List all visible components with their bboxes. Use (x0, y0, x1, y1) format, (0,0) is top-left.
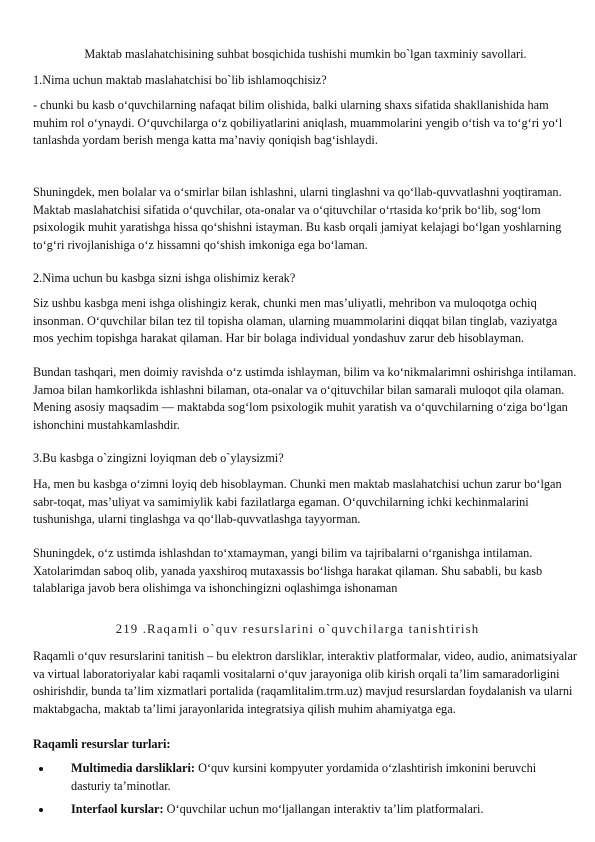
list-item-text: O‘quv kursini kompyuter yordamida o‘zlashtirish imkonini beruvchi dasturiy ta’minotlar. (71, 761, 537, 793)
answer-1-paragraph-1: - chunki bu kasb o‘quvchilarning nafaqat bilim olishida, balki ularning shaxs sifatida shakllanishida ham muhim rol o‘ynaydi. O‘quvchilarga o‘z qobiliyatlarini aniqlash, muammolarini yengib o‘tish va to‘g‘ri yo‘l tanlashda yordam berish menga katta ma’naviy qoniqish bag‘ishlaydi. (33, 98, 563, 148)
list-item-term: Interfaol kurslar: (71, 802, 164, 817)
list-item-text: O‘quvchilar uchun mo‘ljallangan interaktiv ta’lim platformalari. (163, 802, 484, 817)
bullet-icon (39, 808, 43, 812)
answer-2-paragraph-2: Bundan tashqari, men doimiy ravishda o‘z ustimda ishlayman, bilim va ko‘nikmalarimni oshirishga intilaman. Jamoa bilan hamkorlikda ishlashni bilaman, ota-onalar va o‘qituvchilar bilan samarali muloqot qila olaman. Mening asosiy maqsadim — maktabda sog‘lom psixologik muhit yaratish va o‘quvchilarning o‘ziga bo‘lgan ishonchini mustahkamlashdir. (33, 365, 577, 432)
bullet-icon (39, 767, 43, 771)
answer-3-paragraph-1: Ha, men bu kasbga o‘zimni loyiq deb hisoblayman. Chunki men maktab maslahatchisi uchun zarur bo‘lgan sabr-toqat, mas’uliyat va samimiylik kabi fazilatlarga egaman. O‘quvchilarning ichki kechinmalarini tushunishga, ularni tinglashga va qo‘llab-quvvatlashga tayyorman. (33, 477, 562, 527)
answer-1-paragraph-2: Shuningdek, men bolalar va o‘smirlar bilan ishlashni, ularni tinglashni va qo‘llab-quvvatlashni yoqtiraman. Maktab maslahatchisi sifatida o‘quvchilar, ota-onalar va o‘qituvchilar o‘rtasida ko‘prik bo‘lib, sog‘lom psixologik muhit yaratishga hissa qo‘shishni istayman. Bu kasb orqali jamiyat kelajagi bo‘lgan yoshlarning to‘g‘ri rivojlanishiga o‘z hissamni qo‘shish imkoniga ega bo‘laman. (33, 185, 562, 252)
answer-3-paragraph-2: Shuningdek, o‘z ustimda ishlashdan to‘xtamayman, yangi bilim va tajribalarni o‘rganishga intilaman. Xatolarimdan saboq olib, yanada yaxshiroq mutaxassis bo‘lishga harakat qilaman. Shu sababli, bu kasb talablariga javob bera olishimga va ishonchingizni oqlashimga ishonaman (33, 546, 543, 596)
document-title: Maktab maslahatchisining suhbat bosqichida tushishi mumkin bo`lgan taxminiy savollari. (84, 47, 527, 61)
list-item (33, 801, 578, 819)
section-heading: 219 .Raqamli o`quv resurslarini o`quvchilarga tanishtirish (115, 622, 480, 636)
question-3: 3.Bu kasbga o`zingizni loyiqman deb o`ylaysizmi? (33, 451, 284, 465)
list-item-term: Multimedia darsliklari: (71, 761, 195, 775)
section-paragraph: Raqamli o‘quv resurslarini tanitish – bu elektron darsliklar, interaktiv platformalar, video, audio, animatsiyalar va virtual laboratoriyalar kabi raqamli vositalarni o‘quv jarayoniga olib kirish orqali ta’lim samaradorligini oshirishdir, bunda ta’lim xizmatlari portalida (raqamlitalim.trm.uz) mavjud resurslardan foydalanish va ularni maktabgacha, maktab ta’limi jarayonlarida integratsiya qilish muhim ahamiyatga ega. (33, 649, 578, 716)
answer-2-paragraph-1: Siz ushbu kasbga meni ishga olishingiz kerak, chunki men mas’uliyatli, mehribon va muloqotga ochiq insonman. O‘quvchilar bilan tez til topisha olaman, ularning muammolarini diqqat bilan tinglab, vaziyatga mos yechim topishga harakat qilaman. Har bir bolaga individual yondashuv zarur deb hisoblayman. (33, 296, 558, 346)
question-1: 1.Nima uchun maktab maslahatchisi bo`lib ishlamoqchisiz? (33, 73, 327, 87)
resource-types-heading: Raqamli resurslar turlari: (33, 737, 171, 751)
resource-types-list (33, 760, 578, 825)
list-item (33, 760, 578, 795)
question-2: 2.Nima uchun bu kasbga sizni ishga olishimiz kerak? (33, 271, 296, 285)
